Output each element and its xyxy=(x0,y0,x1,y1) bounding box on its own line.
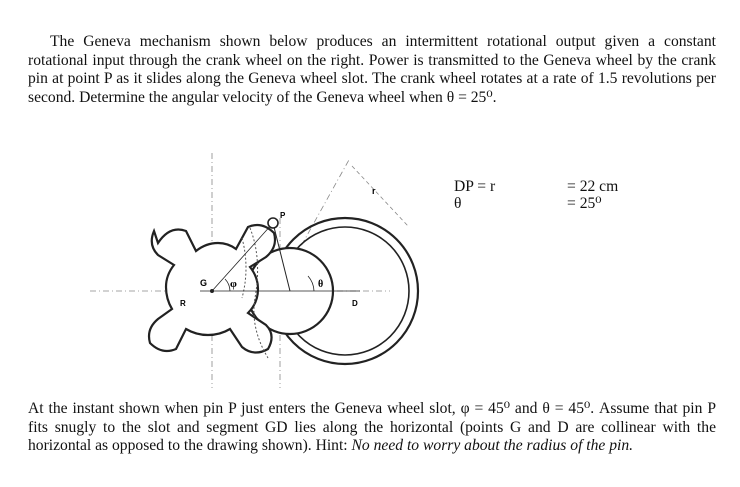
givens-values xyxy=(567,178,618,212)
theta-label: θ xyxy=(454,195,462,212)
label-r-lower: r xyxy=(372,186,376,196)
label-d: D xyxy=(352,299,358,308)
pin-p xyxy=(268,218,278,228)
theta-value: = 25⁰ xyxy=(567,195,602,212)
label-g: G xyxy=(200,278,208,288)
label-p: P xyxy=(280,211,286,220)
geneva-mechanism-figure xyxy=(90,148,430,394)
point-g xyxy=(210,289,214,293)
problem-instant xyxy=(28,400,716,456)
dp-label: DP = r xyxy=(454,178,496,195)
radius-dimension-line xyxy=(352,166,408,226)
problem-intro: The Geneva mechanism shown below produces an intermittent rotational output given a constant rotational input through the crank wheel on the right. Power is transmitted to the Geneva wheel by the crank pin at point P as it slides along the Geneva wheel slot. The crank wheel rotates at a rate of 1.5 revolutions per second. Determine the angular velocity of the Geneva wheel when θ = 25⁰. xyxy=(28,33,716,106)
label-r-upper: R xyxy=(180,299,186,308)
label-phi: φ xyxy=(230,278,237,290)
givens-labels xyxy=(454,178,495,212)
instant-text: At the instant shown when pin P just enters the Geneva wheel slot, φ = 45⁰ and θ = 45⁰. Assume that pin P fits snugly to the slot and segment GD lies along the horizontal (points G and D are collinear with the horizontal as opposed to the drawing shown). Hint: xyxy=(28,400,716,455)
hint-text: No need to worry about the radius of the pin. xyxy=(351,437,634,455)
label-theta: θ xyxy=(318,279,324,290)
dp-value: = 22 cm xyxy=(567,178,619,195)
